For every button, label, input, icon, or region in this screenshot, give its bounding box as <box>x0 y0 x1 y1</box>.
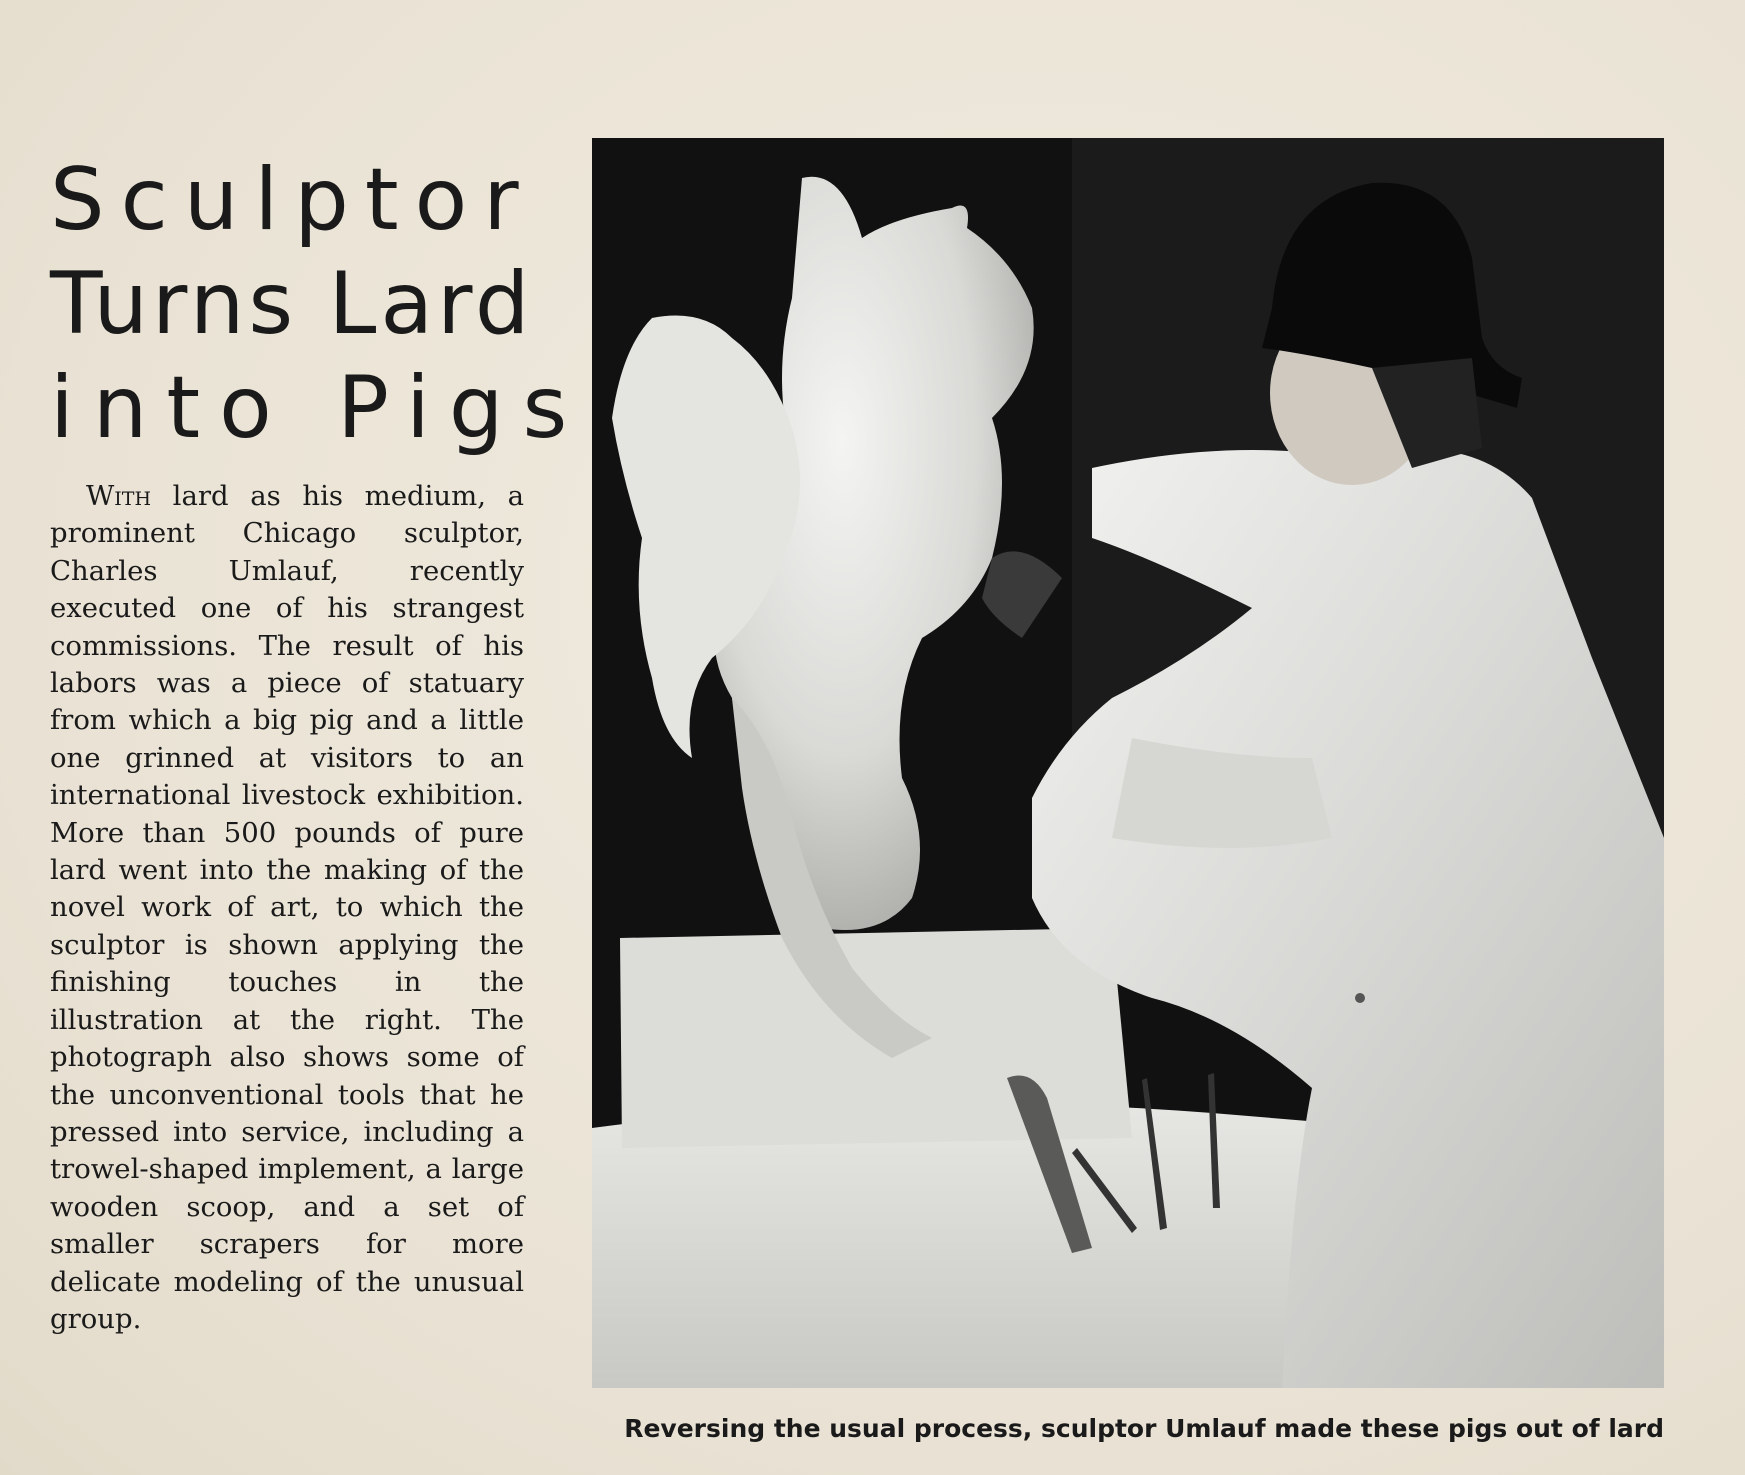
article-lead-word: With <box>86 480 152 512</box>
sculptor-photo <box>592 138 1664 1388</box>
headline-line-1: Sculptor <box>50 150 535 250</box>
article-text: lard as his medium, a prominent Chicago sculptor, Charles Umlauf, recently executed one of his strangest commissions. The result of his labors was a piece of statuary from which a big pig and a little one grinned at visitors to an international livestock exhibition. More than 500 pounds of pure lard went into the making of the novel work of art, to which the sculptor is shown applying the finishing touches in the illustration at the right. The photograph also shows some of the unconventional tools that he pressed into service, including a trowel-shaped implement, a large wooden scoop, and a set of smaller scrapers for more delicate modeling of the unusual group. <box>50 480 524 1335</box>
photo-caption: Reversing the usual process, sculptor Umlauf made these pigs out of lard <box>624 1414 1664 1443</box>
headline-line-3: into Pigs <box>50 358 587 458</box>
article-body <box>50 478 524 1338</box>
photo-illustration <box>592 138 1664 1388</box>
headline-line-2: Turns Lard <box>50 254 534 354</box>
coat-button <box>1355 993 1365 1003</box>
headline <box>50 148 587 460</box>
